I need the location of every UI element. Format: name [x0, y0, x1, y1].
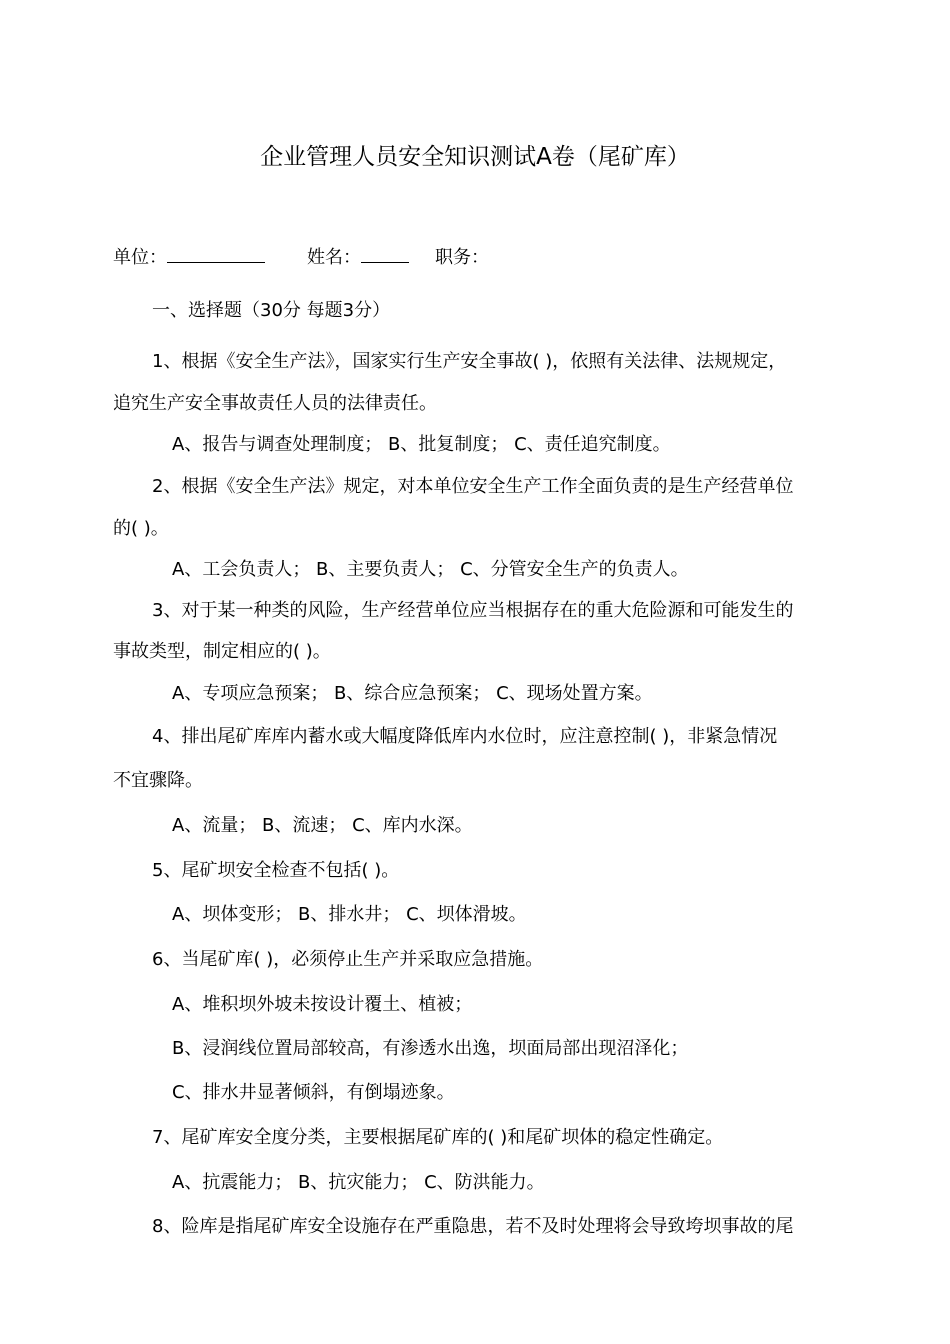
question-3-line-2: 事故类型，制定相应的( )。 [113, 641, 331, 662]
name-label: 姓名： [307, 247, 361, 268]
name-blank[interactable] [361, 244, 409, 263]
question-4-line-1: 4、排出尾矿库库内蓄水或大幅度降低库内水位时，应注意控制( )，非紧急情况 [152, 726, 778, 747]
header-fields [113, 244, 489, 270]
question-8-line-1: 8、险库是指尾矿库安全设施存在严重隐患，若不及时处理将会导致垮坝事故的尾 [152, 1216, 794, 1237]
question-3-options: A、专项应急预案； B、综合应急预案； C、现场处置方案。 [172, 683, 653, 704]
question-2-line-2: 的( )。 [113, 518, 169, 539]
question-2-line-1: 2、根据《安全生产法》规定，对本单位安全生产工作全面负责的是生产经营单位 [152, 476, 794, 497]
question-6-option-c: C、排水井显著倾斜，有倒塌迹象。 [172, 1082, 455, 1103]
section-heading: 一、选择题（30分 每题3分） [152, 300, 391, 321]
question-3-line-1: 3、对于某一种类的风险，生产经营单位应当根据存在的重大危险源和可能发生的 [152, 600, 794, 621]
position-label: 职务： [435, 247, 489, 268]
question-1-options: A、报告与调查处理制度； B、批复制度； C、责任追究制度。 [172, 434, 671, 455]
question-2-options: A、工会负责人； B、主要负责人； C、分管安全生产的负责人。 [172, 559, 689, 580]
question-4-options: A、流量； B、流速； C、库内水深。 [172, 815, 473, 836]
question-6-option-a: A、堆积坝外坡未按设计覆土、植被； [172, 994, 473, 1015]
question-5-line-1: 5、尾矿坝安全检查不包括( )。 [152, 860, 400, 881]
question-6-line-1: 6、当尾矿库( )，必须停止生产并采取应急措施。 [152, 949, 544, 970]
document-title: 企业管理人员安全知识测试A卷（尾矿库） [260, 144, 690, 170]
unit-label: 单位： [113, 247, 167, 268]
unit-blank[interactable] [167, 244, 265, 263]
question-7-line-1: 7、尾矿库安全度分类，主要根据尾矿库的( )和尾矿坝体的稳定性确定。 [152, 1127, 724, 1148]
question-6-option-b: B、浸润线位置局部较高，有渗透水出逸，坝面局部出现沼泽化； [172, 1038, 689, 1059]
question-1-line-1: 1、根据《安全生产法》，国家实行生产安全事故( )，依照有关法律、法规规定， [152, 351, 787, 372]
question-5-options: A、坝体变形； B、排水井； C、坝体滑坡。 [172, 904, 527, 925]
question-7-options: A、抗震能力； B、抗灾能力； C、防洪能力。 [172, 1172, 545, 1193]
question-4-line-2: 不宜骤降。 [113, 770, 203, 791]
question-1-line-2: 追究生产安全事故责任人员的法律责任。 [113, 393, 437, 414]
